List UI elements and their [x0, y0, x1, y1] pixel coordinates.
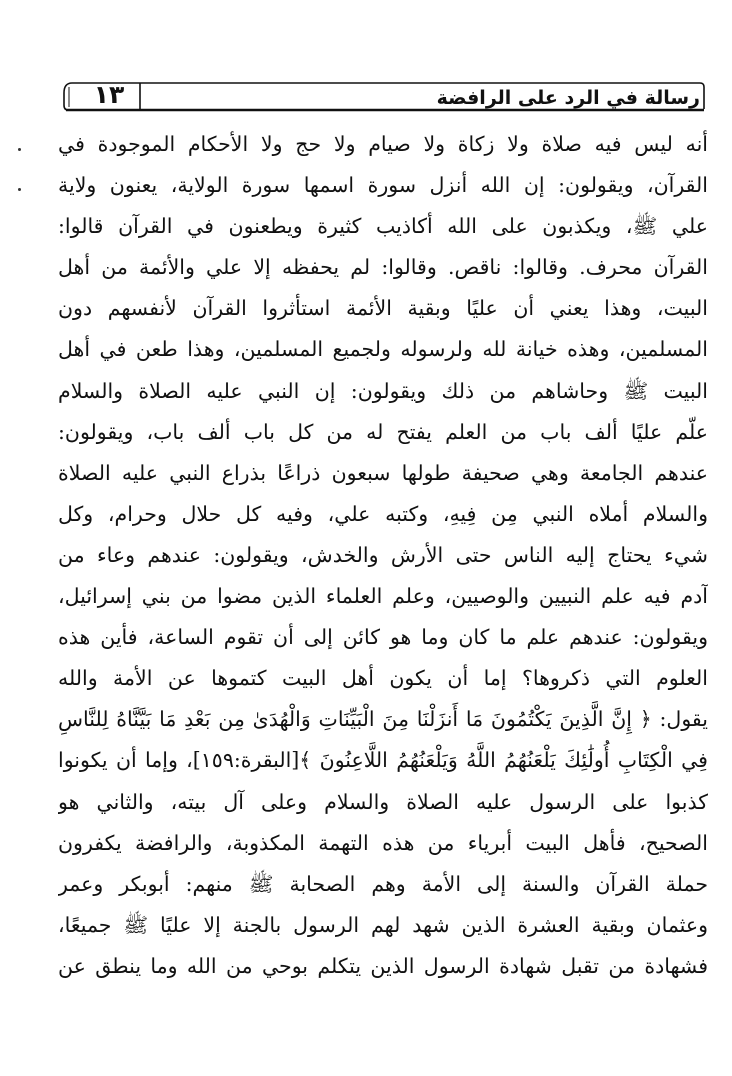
text-line: آدم فيه علم النبيين والوصيين، وعلم العلماء الذين مضوا من بني إسرائيل، [58, 584, 708, 609]
text-line: عندهم الجامعة وهي صحيفة طولها سبعون ذراعًا بذراع النبي عليه الصلاة [58, 460, 708, 485]
text-line: شيء يحتاج إليه الناس حتى الأرش والخدش، ويقولون: عندهم وعاء من [58, 542, 708, 567]
page-header [60, 79, 706, 113]
text-line: علّم عليًا ألف باب من العلم يفتح له من كل باب ألف باب، ويقولون: [58, 419, 708, 444]
text-line: علي ﷺ، ويكذبون على الله أكاذيب كثيرة ويطعنون في القرآن قالوا: [58, 214, 708, 239]
text-line: والسلام أملاه النبي مِن فِيهِ، وكتبه علي، وفيه كل حلال وحرام، وكل [58, 501, 708, 526]
text-line: وعثمان وبقية العشرة الذين شهد لهم الرسول بالجنة إلا عليًا ﷺ جميعًا، [58, 912, 708, 937]
text-line: القرآن، ويقولون: إن الله أنزل سورة اسمها سورة الولاية، يعنون ولاية [58, 173, 708, 198]
margin-mark [18, 148, 21, 151]
running-header-title: رسالة في الرد على الرافضة [436, 87, 700, 109]
text-line: البيت ﷺ وحاشاهم من ذلك ويقولون: إن النبي عليه الصلاة والسلام [58, 378, 708, 403]
text-line: الصحيح، فأهل البيت أبرياء من هذه التهمة المكذوبة، والرافضة يكفرون [58, 830, 708, 855]
quran-verse-line: فِي الْكِتَابِ أُولَٰئِكَ يَلْعَنُهُمُ اللَّهُ وَيَلْعَنُهُمُ اللَّاعِنُونَ ﴾[البقرة:١٥٩]، وإما أن يكونوا [58, 748, 708, 773]
body-text [58, 124, 708, 987]
text-line: كذبوا على الرسول عليه الصلاة والسلام وعلى آل بيته، والثاني هو [58, 789, 708, 814]
quran-verse-line: يقول: ﴿ إِنَّ الَّذِينَ يَكْتُمُونَ مَا أَنزَلْنَا مِنَ الْبَيِّنَاتِ وَالْهُدَىٰ مِن بَعْدِ مَا بَيَّنَّاهُ لِلنَّاسِ [58, 707, 708, 732]
text-line: أنه ليس فيه صلاة ولا زكاة ولا صيام ولا حج ولا الأحكام الموجودة في [58, 132, 708, 156]
text-line: المسلمين، وهذه خيانة لله ولرسوله ولجميع المسلمين، وهذا طعن في أهل [58, 337, 708, 362]
text-line: فشهادة من تقبل شهادة الرسول الذين يتكلم بوحي من الله وما ينطق عن [58, 953, 708, 978]
text-line: العلوم التي ذكروها؟ إما أن يكون أهل البيت كتموها عن الأمة والله [58, 666, 708, 691]
margin-mark [18, 188, 21, 191]
text-line: القرآن محرف. وقالوا: ناقص. وقالوا: لم يحفظه إلا علي والأئمة من أهل [58, 255, 708, 280]
page-number: ١٣ [93, 80, 125, 109]
text-line: ويقولون: عندهم علم ما كان وما هو كائن إلى أن تقوم الساعة، فأين هذه [58, 625, 708, 650]
text-line: حملة القرآن والسنة إلى الأمة وهم الصحابة ﷺ منهم: أبوبكر وعمر [58, 871, 708, 896]
text-line: البيت، وهذا يعني أن عليًا وبقية الأئمة استأثروا القرآن لأنفسهم دون [58, 296, 708, 321]
